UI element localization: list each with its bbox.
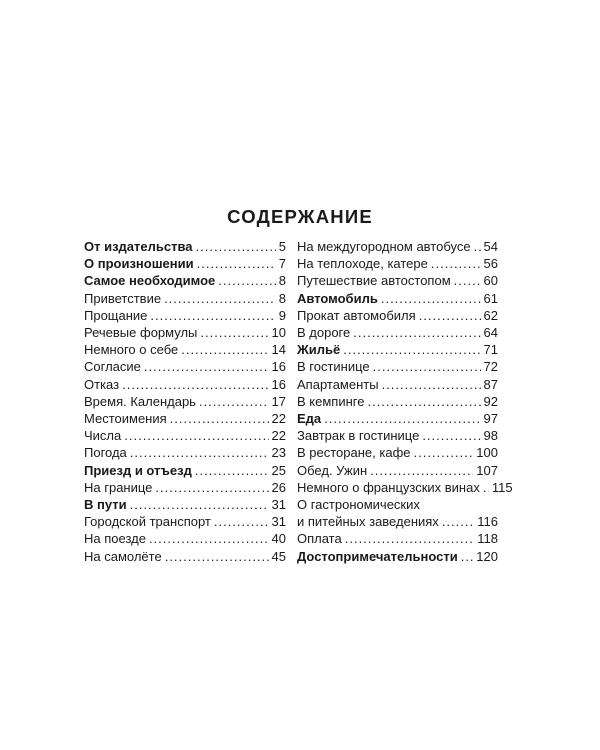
toc-leader-dots xyxy=(414,444,474,461)
toc-leader-dots xyxy=(130,496,269,513)
toc-entry-title: Числа xyxy=(84,428,122,444)
toc-entry-title: Оплата xyxy=(297,531,342,547)
toc-entry-page: 120 xyxy=(476,548,498,564)
toc-entry-title: Прокат автомобиля xyxy=(297,307,416,323)
toc-entry[interactable] xyxy=(84,341,286,358)
toc-leader-dots xyxy=(442,513,474,530)
toc-entry-page: 23 xyxy=(271,445,286,461)
toc-entry[interactable] xyxy=(84,272,286,289)
toc-entry[interactable] xyxy=(84,290,286,307)
toc-entry[interactable] xyxy=(297,479,513,496)
toc-entry-title: Прощание xyxy=(84,307,148,323)
toc-entry-title: На самолёте xyxy=(84,548,162,564)
toc-entry-title: Приезд и отъезд xyxy=(84,462,192,478)
toc-entry-page: 10 xyxy=(271,325,286,341)
toc-leader-dots xyxy=(195,462,269,479)
toc-entry-title: Жильё xyxy=(297,342,341,358)
toc-right-column xyxy=(297,238,513,565)
toc-leader-dots xyxy=(431,255,481,272)
toc-entry-page: 100 xyxy=(476,445,498,461)
toc-entry[interactable] xyxy=(297,548,498,565)
toc-leader-dots xyxy=(181,341,268,358)
toc-entry-title: Еда xyxy=(297,411,322,427)
toc-leader-dots xyxy=(343,341,480,358)
toc-entry-title: О произношении xyxy=(84,256,194,272)
toc-entry-page: 62 xyxy=(483,307,498,323)
toc-entry[interactable] xyxy=(84,462,286,479)
toc-entry[interactable] xyxy=(84,255,286,272)
toc-entry-page: 64 xyxy=(483,325,498,341)
toc-entry[interactable] xyxy=(84,530,286,547)
toc-entry-title-line1: О гастрономических xyxy=(297,497,420,513)
toc-entry[interactable] xyxy=(297,444,498,461)
toc-entry-title: Обед. Ужин xyxy=(297,462,368,478)
toc-entry-title: На теплоходе, катере xyxy=(297,256,428,272)
toc-entry-title: Речевые формулы xyxy=(84,325,198,341)
toc-leader-dots xyxy=(422,427,480,444)
toc-entry-title: Апартаменты xyxy=(297,376,379,392)
toc-entry-title: Достопримечательности xyxy=(297,548,458,564)
toc-entry-title: Согласие xyxy=(84,359,141,375)
toc-leader-dots xyxy=(124,427,268,444)
toc-leader-dots xyxy=(197,255,276,272)
toc-entry[interactable] xyxy=(84,513,286,530)
toc-leader-dots xyxy=(370,462,473,479)
toc-entry[interactable] xyxy=(297,307,498,324)
toc-leader-dots xyxy=(144,358,269,375)
toc-entry[interactable] xyxy=(84,410,286,427)
toc-entry-page: 9 xyxy=(278,307,286,323)
toc-entry-page: 25 xyxy=(271,462,286,478)
toc-leader-dots xyxy=(170,410,269,427)
toc-entry-page: 7 xyxy=(278,256,286,272)
toc-entry-page: 118 xyxy=(477,531,498,547)
toc-entry-page: 115 xyxy=(491,479,513,495)
toc-entry[interactable] xyxy=(84,376,286,393)
toc-entry-page: 26 xyxy=(271,479,286,495)
toc-entry-line2 xyxy=(297,513,498,530)
toc-entry-title: Городской транспорт xyxy=(84,514,211,530)
toc-leader-dots xyxy=(474,238,481,255)
toc-entry[interactable] xyxy=(297,462,498,479)
toc-entry[interactable] xyxy=(297,376,498,393)
toc-leader-dots xyxy=(367,393,480,410)
toc-entry-title: Местоимения xyxy=(84,411,167,427)
toc-entry-title-line2: и питейных заведениях xyxy=(297,514,439,530)
toc-entry[interactable] xyxy=(297,255,498,272)
toc-entry-title: В гостинице xyxy=(297,359,370,375)
toc-leader-dots xyxy=(130,444,269,461)
toc-entry[interactable] xyxy=(84,393,286,410)
toc-entry-title: На междугородном автобусе xyxy=(297,239,471,254)
toc-entry[interactable] xyxy=(84,307,286,324)
page-title: СОДЕРЖАНИЕ xyxy=(227,206,373,227)
toc-leader-dots xyxy=(214,513,269,530)
toc-entry-page: 14 xyxy=(271,342,286,358)
toc-entry[interactable] xyxy=(297,410,498,427)
toc-entry-title: На поезде xyxy=(84,531,146,547)
toc-leader-dots xyxy=(345,530,475,547)
toc-entry-page: 116 xyxy=(477,514,498,530)
toc-entry-title: От издательства xyxy=(84,239,193,254)
toc-entry-page: 98 xyxy=(483,428,498,444)
toc-left-column xyxy=(84,238,286,565)
toc-entry-page: 16 xyxy=(271,376,286,392)
toc-entry[interactable] xyxy=(297,358,498,375)
toc-entry-page: 71 xyxy=(483,342,498,358)
toc-entry[interactable] xyxy=(84,479,286,496)
toc-entry-title: В дороге xyxy=(297,325,351,341)
toc-leader-dots xyxy=(461,548,474,565)
toc-entry-page: 22 xyxy=(271,428,286,444)
toc-entry[interactable] xyxy=(84,444,286,461)
toc-entry[interactable] xyxy=(297,427,498,444)
toc-entry-title: В кемпинге xyxy=(297,393,365,409)
toc-entry-page: 45 xyxy=(271,548,286,564)
toc-entry[interactable] xyxy=(297,324,498,341)
toc-leader-dots xyxy=(165,548,269,565)
toc-entry[interactable] xyxy=(297,238,498,255)
toc-leader-dots xyxy=(324,410,480,427)
toc-entry[interactable] xyxy=(84,427,286,444)
toc-leader-dots xyxy=(353,324,480,341)
toc-entry-page: 16 xyxy=(271,359,286,375)
toc-entry-page: 8 xyxy=(278,273,286,289)
toc-entry[interactable] xyxy=(297,272,498,289)
toc-entry[interactable] xyxy=(84,496,286,513)
toc-leader-dots xyxy=(218,272,275,289)
toc-entry[interactable] xyxy=(297,496,498,530)
toc-entry-page: 61 xyxy=(483,290,498,306)
toc-leader-dots xyxy=(381,290,481,307)
toc-leader-dots xyxy=(150,307,275,324)
toc-leader-dots xyxy=(483,479,489,496)
toc-entry-title: Автомобиль xyxy=(297,290,378,306)
toc-entry-title: В ресторане, кафе xyxy=(297,445,411,461)
toc-leader-dots xyxy=(155,479,268,496)
toc-entry[interactable] xyxy=(297,530,498,547)
toc-entry-page: 87 xyxy=(483,376,498,392)
toc-entry-title: Путешествие автостопом xyxy=(297,273,451,289)
toc-entry[interactable] xyxy=(84,548,286,565)
toc-entry[interactable] xyxy=(297,393,498,410)
toc-entry-page: 60 xyxy=(483,273,498,289)
toc-entry-page: 54 xyxy=(483,239,498,254)
toc-entry-page: 31 xyxy=(271,514,286,530)
toc-entry[interactable] xyxy=(84,324,286,341)
toc-entry-page: 92 xyxy=(483,393,498,409)
toc-entry-page: 72 xyxy=(483,359,498,375)
toc-entry[interactable] xyxy=(84,358,286,375)
toc-entry[interactable] xyxy=(297,290,498,307)
toc-entry-page: 40 xyxy=(271,531,286,547)
toc-entry-page: 31 xyxy=(271,497,286,513)
toc-entry-title: Немного о французских винах xyxy=(297,479,480,495)
toc-leader-dots xyxy=(122,376,268,393)
toc-entry-page: 5 xyxy=(278,239,286,254)
toc-leader-dots xyxy=(200,324,268,341)
toc-entry-page: 97 xyxy=(483,411,498,427)
toc-leader-dots xyxy=(382,376,481,393)
toc-entry-page: 107 xyxy=(476,462,498,478)
toc-entry-page: 8 xyxy=(278,290,286,306)
toc-entry-title: Время. Календарь xyxy=(84,393,196,409)
toc-leader-dots xyxy=(373,358,481,375)
toc-entry[interactable] xyxy=(297,341,498,358)
toc-entry-title: Погода xyxy=(84,445,127,461)
toc-entry-title: На границе xyxy=(84,479,153,495)
toc-leader-dots xyxy=(199,393,269,410)
toc-entry-title: Немного о себе xyxy=(84,342,179,358)
toc-leader-dots xyxy=(149,530,269,547)
toc-entry-title: Отказ xyxy=(84,376,120,392)
toc-entry-page: 22 xyxy=(271,411,286,427)
toc-leader-dots xyxy=(164,290,276,307)
toc-entry[interactable] xyxy=(84,238,286,255)
toc-entry-page: 17 xyxy=(271,393,286,409)
toc-leader-dots xyxy=(419,307,481,324)
toc-entry-page: 56 xyxy=(483,256,498,272)
toc-leader-dots xyxy=(196,238,276,255)
toc-entry-title: Завтрак в гостинице xyxy=(297,428,420,444)
toc-entry-title: В пути xyxy=(84,497,127,513)
toc-entry-title: Приветствие xyxy=(84,290,162,306)
toc-entry-title: Самое необходимое xyxy=(84,273,216,289)
toc-leader-dots xyxy=(454,272,481,289)
